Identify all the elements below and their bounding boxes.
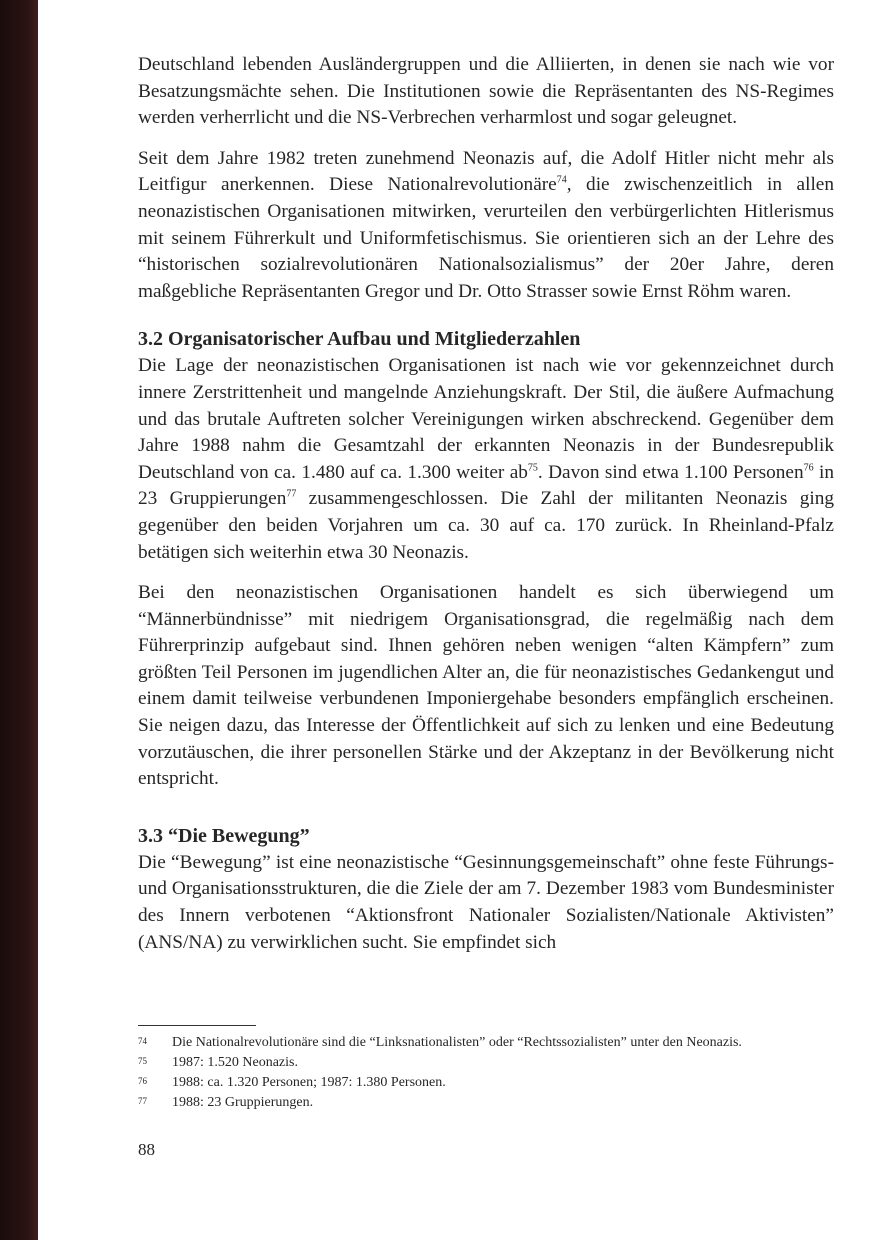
text-run: in 23 Gruppierungen [138, 461, 834, 510]
paragraph-maennerbuendnisse: Bei den neonazistischen Organisationen handelt es sich überwiegend um “Männerbündnisse” mit niedrigem Organisationsgrad, die regelmäßig nach dem Führerprinzip aufgebaut sind. Ihnen gehören neben wenigen “alten Kämpfern” zum größten Teil Personen im jugendlichen Alter an, die für neonazistisches Gedankengut und einem damit teilweise verbundenen Imponiergehabe besonders empfänglich erscheinen. Sie neigen dazu, das Interesse der Öffentlichkeit auf sich zu lenken und eine Bedeutung vorzutäuschen, die ihrer personellen Stärke und der Akzeptanz in der Bevölkerung nicht entspricht. [138, 582, 834, 790]
paragraph-nationalrevolutionaere [138, 146, 834, 306]
footnote-ref-77[interactable]: 77 [286, 488, 297, 500]
scan-binding-edge [0, 0, 38, 1240]
page-number: 88 [138, 1140, 155, 1159]
footnote-number: 75 [138, 1056, 147, 1066]
section-heading-3-2: 3.2 Organisatorischer Aufbau und Mitgliederzahlen [138, 328, 581, 351]
footnote-text: 1988: ca. 1.320 Personen; 1987: 1.380 Personen. [172, 1075, 446, 1090]
text-run: . Davon sind etwa 1.100 Personen [537, 461, 804, 483]
text-run: zusammengeschlossen. Die Zahl der militanten Neonazis ging gegenüber den beiden Vorjahren um ca. 30 auf ca. 170 zurück. In Rheinland-Pfalz betätigen sich weiterhin etwa 30 Neonazis. [138, 488, 834, 563]
footnote-text: 1987: 1.520 Neonazis. [172, 1055, 298, 1070]
footnote-ref-74[interactable]: 74 [556, 174, 567, 186]
paragraph-lage [138, 353, 834, 566]
text-run: Seit dem Jahre 1982 treten zunehmend Neonazis auf, die Adolf Hitler nicht mehr als Leitfigur anerkennen. Diese Nationalrevolutionäre [138, 147, 834, 196]
footnotes [138, 1034, 834, 1114]
text-run: , die zwischenzeitlich in allen neonazistischen Organisationen mitwirken, verurteilen den verbürgerlichten Hitlerismus mit seinem Führerkult und Uniformfetischismus. Sie orientieren sich an der Lehre des “historischen sozialrevolutionären Nationalsozialismus” der 20er Jahre, deren maßgebliche Repräsentanten Gregor und Dr. Otto Strasser sowie Ernst Röhm waren. [138, 174, 835, 302]
section-heading-3-3: 3.3 “Die Bewegung” [138, 824, 310, 847]
footnote-76 [138, 1074, 834, 1091]
footnote-74 [138, 1034, 834, 1051]
footnote-number: 77 [138, 1096, 147, 1106]
footnote-text: 1988: 23 Gruppierungen. [172, 1095, 314, 1110]
text-run: Die Lage der neonazistischen Organisationen ist nach wie vor gekennzeichnet durch innere Zerstrittenheit und mangelnde Anziehungskraft. Der Stil, die äußere Aufmachung und das brutale Auftreten solcher Vereinigungen wirken abschreckend. Gegenüber dem Jahre 1988 nahm die Gesamtzahl der erkannten Neonazis in der Bundesrepublik Deutschland von ca. 1.480 auf ca. 1.300 weiter ab [138, 355, 834, 483]
footnote-75 [138, 1054, 834, 1071]
paragraph-bewegung: Die “Bewegung” ist eine neonazistische “Gesinnungsgemeinschaft” ohne feste Führungs- und Organisationsstrukturen, die die Ziele der am 7. Dezember 1983 vom Bundesminister des Innern verbotenen “Aktionsfront Nationaler Sozialisten/Nationale Aktivisten” (ANS/NA) zu verwirklichen sucht. Sie empfindet sich [138, 851, 834, 953]
footnote-separator [138, 1025, 256, 1026]
footnote-number: 74 [138, 1036, 147, 1046]
footnote-text: Die Nationalrevolutionäre sind die “Linksnationalisten” oder “Rechtssozialisten” unter den Neonazis. [172, 1035, 742, 1050]
footnote-ref-75[interactable]: 75 [527, 462, 538, 474]
page-body [138, 52, 834, 956]
footnote-number: 76 [138, 1076, 147, 1086]
paragraph-intro: Deutschland lebenden Ausländergruppen und die Alliierten, in denen sie nach wie vor Besatzungsmächte sehen. Die Institutionen sowie die Repräsentanten des NS-Regimes werden verherrlicht und die NS-Verbrechen verharmlost und sogar geleugnet. [138, 54, 834, 129]
footnote-ref-76[interactable]: 76 [803, 462, 814, 474]
footnote-77 [138, 1094, 834, 1111]
